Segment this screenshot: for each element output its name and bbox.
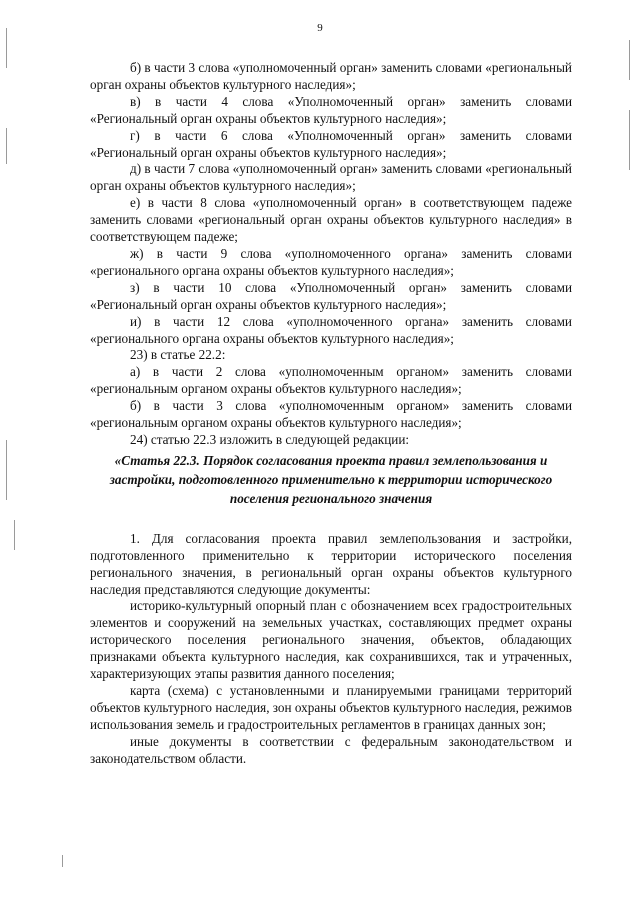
scan-edge-mark (6, 128, 7, 164)
amendment-item: з) в части 10 слова «Уполномоченный орган» заменить словами «Региональный орган охраны объектов культурного наследия»; (90, 279, 572, 312)
scan-edge-mark (62, 855, 63, 867)
body-paragraph: карта (схема) с установленными и планируемыми границами территорий объектов культурного наследия, зон охраны объектов культурного наследия, режимов использования земель и градостроительных регламентов в границах данных зон; (90, 683, 572, 732)
amendment-item: 24) статью 22.3 изложить в следующей редакции: (130, 431, 410, 447)
amendment-item: б) в части 3 слова «уполномоченным органом» заменить словами «региональным органом охраны объектов культурного наследия»; (90, 398, 572, 431)
scan-edge-mark (14, 520, 15, 550)
amendment-item: 23) в статье 22.2: (130, 347, 226, 363)
amendment-item: б) в части 3 слова «уполномоченный орган» заменить словами «региональный орган охраны объектов культурного наследия»; (90, 60, 572, 92)
spacer (90, 508, 572, 531)
document-body (90, 60, 572, 768)
amendment-item: е) в части 8 слова «уполномоченный орган» в соответствующем падеже заменить словами «региональный орган охраны объектов культурного наследия» в соответствующем падеже; (90, 195, 572, 245)
scan-edge-mark (6, 440, 7, 500)
body-paragraph: иные документы в соответствии с федеральным законодательством и законодательством области. (90, 733, 572, 766)
amendment-item: ж) в части 9 слова «уполномоченного органа» заменить словами «регионального органа охраны объектов культурного наследия»; (90, 245, 572, 278)
amendment-item: д) в части 7 слова «уполномоченный орган» заменить словами «региональный орган охраны объектов культурного наследия»; (90, 161, 572, 194)
scan-edge-mark (6, 28, 7, 68)
amendment-item: и) в части 12 слова «уполномоченного органа» заменить словами «регионального органа охраны объектов культурного наследия»; (90, 313, 572, 346)
body-paragraph: историко-культурный опорный план с обозначением всех градостроительных элементов и сооружений на земельных участках, составляющих предмет охраны исторического поселения регионального значения, объектов, обладающих признаками объекта культурного наследия, как сохранившихся, так и утраченных, характеризующих этапы развития данного поселения; (90, 598, 572, 682)
scan-edge-mark (629, 110, 630, 170)
scan-edge-mark (629, 40, 630, 80)
page-number: 9 (317, 22, 323, 34)
amendment-item: а) в части 2 слова «уполномоченным органом» заменить словами «региональным органом охраны объектов культурного наследия»; (90, 364, 572, 397)
article-title: «Статья 22.3. Порядок согласования проекта правил землепользования и застройки, подготовленного применительно к территории исторического поселения регионального значения (109, 452, 553, 506)
amendment-item: в) в части 4 слова «Уполномоченный орган» заменить словами «Региональный орган охраны объектов культурного наследия»; (90, 93, 572, 126)
amendment-item: г) в части 6 слова «Уполномоченный орган» заменить словами «Региональный орган охраны объектов культурного наследия»; (90, 127, 572, 160)
body-paragraph: 1. Для согласования проекта правил землепользования и застройки, подготовленного применительно к территории исторического поселения регионального значения, в региональный орган охраны объектов культурного наследия представляются следующие документы: (90, 530, 572, 597)
